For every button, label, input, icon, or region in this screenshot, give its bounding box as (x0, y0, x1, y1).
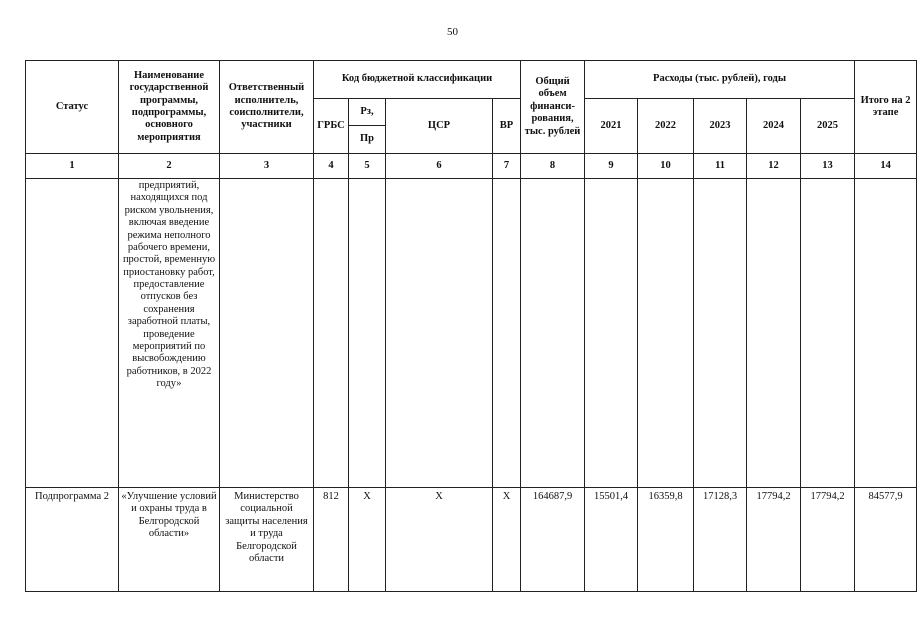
cell-2023 (694, 179, 747, 488)
budget-table (25, 60, 917, 592)
column-number: 11 (694, 154, 747, 179)
cell-stage-total (855, 179, 917, 488)
cell-total: 164687,9 (521, 488, 585, 592)
cell-rz-pr: Х (349, 488, 386, 592)
cell-total (521, 179, 585, 488)
header-year-2023: 2023 (694, 99, 747, 154)
header-program-name: Наименование государственной программы, подпрограммы, основного мероприятия (119, 61, 220, 154)
column-number: 7 (493, 154, 521, 179)
cell-status: Подпрограмма 2 (26, 488, 119, 592)
header-year-2025: 2025 (801, 99, 855, 154)
header-rz: Рз, (349, 99, 386, 126)
page-number: 50 (447, 26, 458, 38)
column-number: 13 (801, 154, 855, 179)
cell-2021: 15501,4 (585, 488, 638, 592)
column-number: 8 (521, 154, 585, 179)
column-number: 6 (386, 154, 493, 179)
cell-2024 (747, 179, 801, 488)
cell-stage-total: 84577,9 (855, 488, 917, 592)
cell-csr: Х (386, 488, 493, 592)
cell-responsible: Министерство социальной защиты населения и труда Белгородской области (220, 488, 314, 592)
cell-2024: 17794,2 (747, 488, 801, 592)
header-status: Статус (26, 61, 119, 154)
column-number-row (26, 154, 917, 179)
column-number: 1 (26, 154, 119, 179)
header-budget-code: Код бюджетной классификации (314, 61, 521, 99)
cell-2022: 16359,8 (638, 488, 694, 592)
column-number: 14 (855, 154, 917, 179)
cell-csr (386, 179, 493, 488)
cell-2025: 17794,2 (801, 488, 855, 592)
header-pr: Пр (349, 126, 386, 154)
column-number: 12 (747, 154, 801, 179)
table-row (26, 488, 917, 592)
header-year-2024: 2024 (747, 99, 801, 154)
header-responsible: Ответственный исполнитель, соисполнители, участники (220, 61, 314, 154)
cell-vr: Х (493, 488, 521, 592)
cell-2025 (801, 179, 855, 488)
column-number: 2 (119, 154, 220, 179)
cell-grbs: 812 (314, 488, 349, 592)
cell-2023: 17128,3 (694, 488, 747, 592)
column-number: 5 (349, 154, 386, 179)
header-expenses: Расходы (тыс. рублей), годы (585, 61, 855, 99)
header-csr: ЦСР (386, 99, 493, 154)
column-number: 10 (638, 154, 694, 179)
column-number: 9 (585, 154, 638, 179)
cell-status (26, 179, 119, 488)
header-grbs: ГРБС (314, 99, 349, 154)
column-number: 3 (220, 154, 314, 179)
cell-name: предприятий, находящихся под риском увольнения, включая введение режима неполного рабочего времени, простой, временную приостановку работ, предоставление отпусков без сохранения заработной платы, проведение мероприятий по высвобождению работников, в 2022 году» (119, 179, 220, 488)
header-total-volume: Общий объем финанси-рования, тыс. рублей (521, 61, 585, 154)
column-number: 4 (314, 154, 349, 179)
table-row (26, 179, 917, 488)
cell-2021 (585, 179, 638, 488)
cell-name: «Улучшение условий и охраны труда в Белгородской области» (119, 488, 220, 592)
cell-grbs (314, 179, 349, 488)
cell-responsible (220, 179, 314, 488)
header-vr: ВР (493, 99, 521, 154)
cell-rz-pr (349, 179, 386, 488)
cell-2022 (638, 179, 694, 488)
header-stage-total: Итого на 2 этапе (855, 61, 917, 154)
header-year-2021: 2021 (585, 99, 638, 154)
header-year-2022: 2022 (638, 99, 694, 154)
cell-vr (493, 179, 521, 488)
